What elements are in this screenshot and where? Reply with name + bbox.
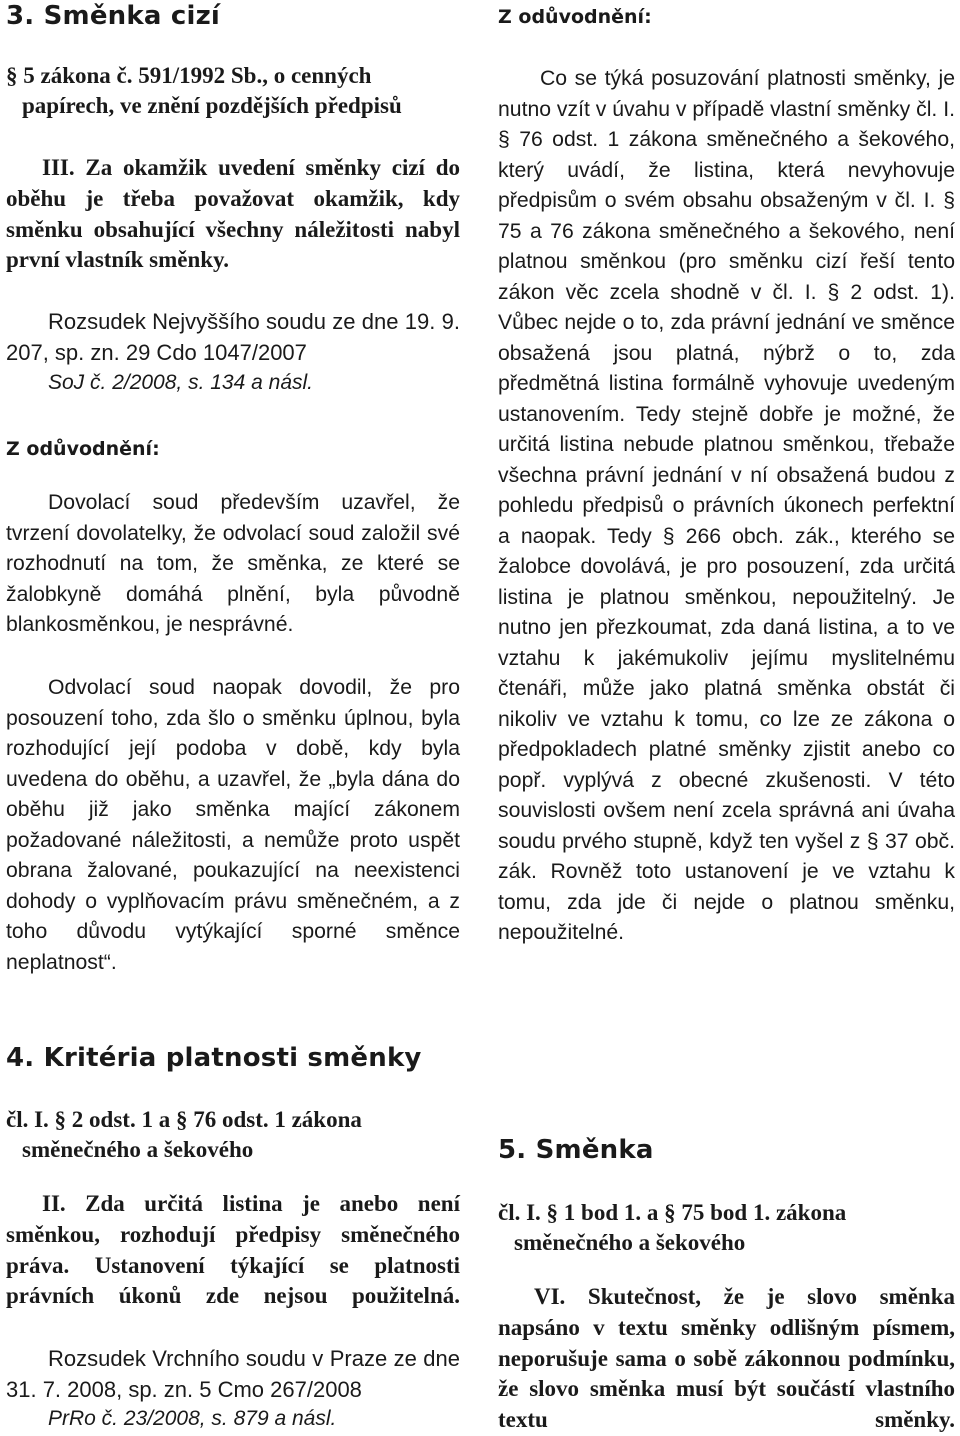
section-3-source-citation: SoJ č. 2/2008, s. 134 a násl.	[48, 371, 314, 394]
section-3-heading: 3. Směnka cizí	[6, 1, 221, 31]
section-4-reasoning-heading: Z odůvodnění:	[498, 6, 652, 28]
section-4-source-citation: PrRo č. 23/2008, s. 879 a násl.	[48, 1407, 337, 1430]
section-3-law-reference: § 5 zákona č. 591/1992 Sb., o cenných papírech, ve znění pozdějších předpisů	[6, 63, 402, 118]
section-3-reasoning-heading: Z odůvodnění:	[6, 438, 160, 460]
section-3-legal-thesis: III. Za okamžik uvedení směnky cizí do oběhu je třeba považovat okamžik, kdy směnku obsahující všechny náležitosti nabyl první vlastník směnky.	[6, 155, 460, 273]
section-3-reasoning-paragraph-1: Dovolací soud především uzavřel, že tvrzení dovolatelky, že odvolací soud založil své rozhodnutí na tom, že směnka, ze které se žalobkyně domáhá plnění, byla původně blankosměnkou, je nesprávné.	[6, 491, 460, 636]
section-3-reasoning-paragraph-2: Odvolací soud naopak dovodil, že pro posouzení toho, zda šlo o směnku úplnou, byla rozhodující její podoba v době, kdy byla uvedena do oběhu, a uzavřel, že „byla dána do oběhu již jako směnka mající zákonem požadované náležitosti, a nemůže proto uspět obrana žalované, poukazující na neexistenci dohody o vyplňovacím právu směnečném, a z toho důvodu vytýkající sporné směnce neplatnost“.	[6, 676, 460, 974]
section-4-heading: 4. Kritéria platnosti směnky	[6, 1043, 422, 1073]
section-4-reasoning-paragraph: Co se týká posuzování platnosti směnky, je nutno vzít v úvahu v případě vlastní směnky čl. I. § 76 odst. 1 zákona směnečného a šekového, který uvádí, že listina, která nevyhovuje předpisům o svém obsahu obsaženým v čl. I. § 75 a 76 zákona směnečného a šekového, není platnou směnkou (pro směnku cizí řeší tento zákon věc zcela shodně v čl. I. § 2 odst. 1). Vůbec nejde o to, zda právní jednání ve směnce obsažená jsou platná, nýbrž o to, zda předmětná listina formálně vyhovuje uvedeným ustanovením. Tedy stejně dobře je možné, že určitá listina nebude platnou směnkou, třebaže všechna právní jednání v ní obsažená budou z pohledu předpisů o právních úkonech perfektní a naopak. Tedy § 266 obch. zák., kterého se žalobce dovolává, je pro posouzení, zda určitá listina je platnou směnkou, nepoužitelný. Je nutno jen přezkoumat, zda daná listina, a to ve vztahu k jakémukoliv jejímu myslitelnému čtenáři, může jako platná směnka obstát či nikoliv ve vztahu k tomu, co lze ze zákona o předpokladech platné směnky zjistit anebo co popř. vyplývá z obecné zkušenosti. V této souvislosti ovšem není zcela správná ani úvaha soudu prvého stupně, když ten vyšel z § 37 obč. zák. Rovněž toto ustanovení je ve vztahu k tomu, zda jde či nejde o platnou směnku, nepoužitelné.	[498, 67, 955, 944]
section-4-judgment-reference: Rozsudek Vrchního soudu v Praze ze dne 31. 7. 2008, sp. zn. 5 Cmo 267/2008	[6, 1346, 460, 1402]
section-5-legal-thesis: VI. Skutečnost, že je slovo směnka napsáno v textu směnky odlišným písmem, neporušuje sama o sobě zákonnou podmínku, že slovo směnka musí být součástí vlastního textu směnky.	[498, 1284, 955, 1433]
section-4-law-reference: čl. I. § 2 odst. 1 a § 76 odst. 1 zákona směnečného a šekového	[6, 1107, 362, 1162]
section-4-legal-thesis: II. Zda určitá listina je anebo není směnkou, rozhodují předpisy směnečného práva. Ustanovení týkající se platnosti právních úkonů zde nejsou použitelná.	[6, 1191, 460, 1309]
section-5-law-reference: čl. I. § 1 bod 1. a § 75 bod 1. zákona směnečného a šekového	[498, 1200, 847, 1255]
section-5-heading: 5. Směnka	[498, 1135, 654, 1165]
section-3-judgment-reference: Rozsudek Nejvyššího soudu ze dne 19. 9. 207, sp. zn. 29 Cdo 1047/2007	[6, 309, 460, 365]
